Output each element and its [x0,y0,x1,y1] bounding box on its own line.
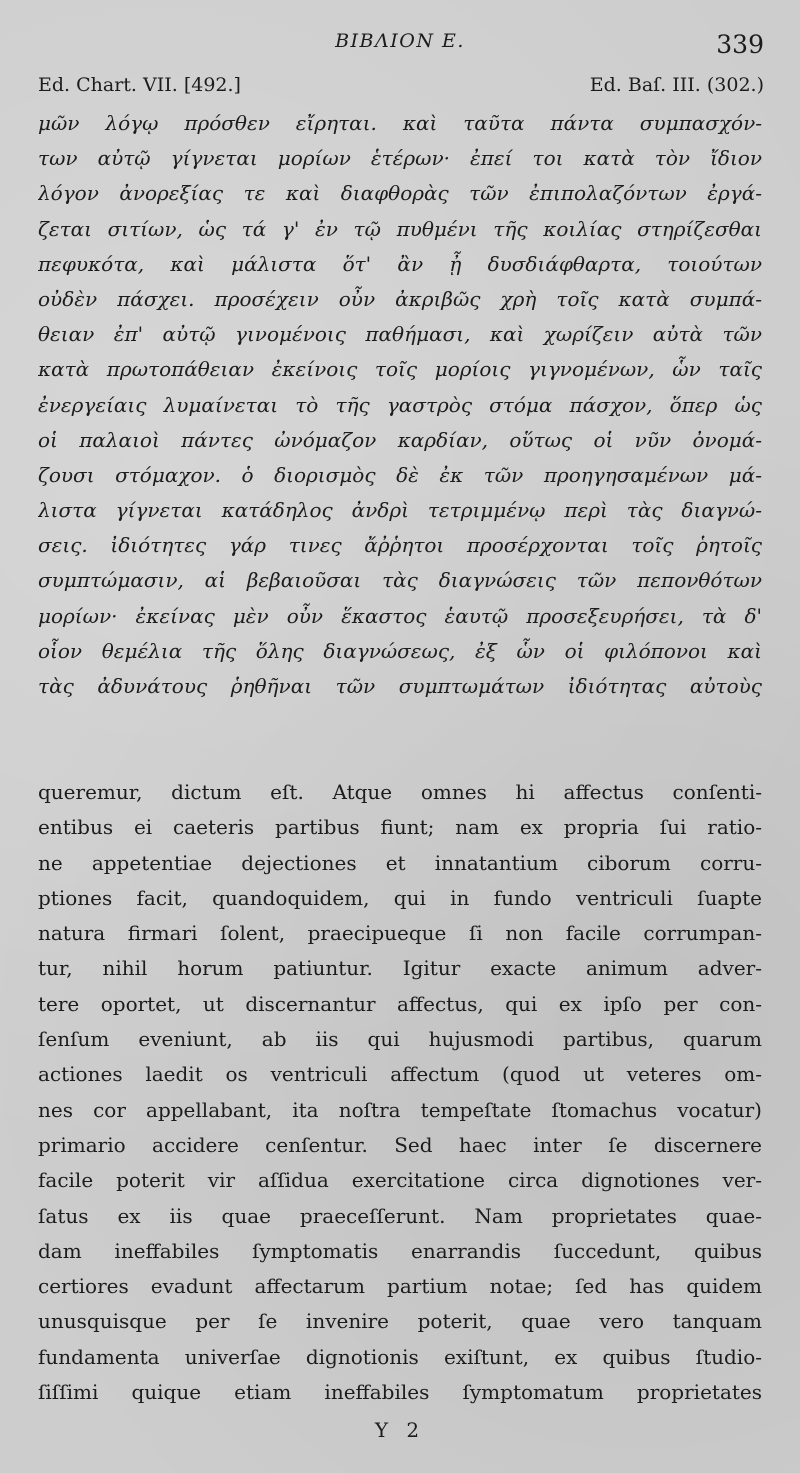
latin-line: dam ineffabiles ſymptomatis enarrandis ſuccedunt, quibus [38,1238,762,1263]
latin-line: ptiones facit, quandoquidem, qui in fundo ventriculi ſuapte [38,885,762,910]
edition-reference-line [38,74,764,96]
latin-line: ne appetentiae dejectiones et innatantium ciborum corru- [38,850,762,875]
latin-line: tur, nihil horum patiuntur. Igitur exacte animum adver- [38,956,762,981]
greek-line: οἷον θεμέλια τῆς ὅλης διαγνώσεως, ἐξ ὧν οἱ φιλόπονοι καὶ [38,638,762,663]
greek-line: πεφυκότα, καὶ μάλιστα ὅτ' ἂν ᾖ δυσδιάφθαρτα, τοιούτων [38,251,762,276]
latin-text-block [38,775,762,1410]
edition-right: Ed. Baſ. III. (302.) [589,74,764,96]
latin-line: unusquisque per ſe invenire poterit, quae vero tanquam [38,1309,762,1334]
latin-line: certiores evadunt affectarum partium notae; ſed has quidem [38,1274,762,1299]
greek-line: λόγον ἀνορεξίας τε καὶ διαφθορὰς τῶν ἐπιπολαζόντων ἐργά- [38,181,762,206]
greek-line: τὰς ἀδυνάτους ῥηθῆναι τῶν συμπτωμάτων ἰδιότητας αὐτοὺς [38,674,762,698]
greek-line: κατὰ πρωτοπάθειαν ἐκείνοις τοῖς μορίοις γιγνομένων, ὧν ταῖς [38,357,762,382]
latin-line: ſenſum eveniunt, ab iis qui hujusmodi partibus, quarum [38,1027,762,1052]
greek-text-block [38,106,762,704]
latin-line: entibus ei caeteris partibus fiunt; nam ex propria ſui ratio- [38,815,762,840]
greek-line: οὐδὲν πάσχει. προσέχειν οὖν ἀκριβῶς χρὴ τοῖς κατὰ συμπά- [38,286,762,311]
latin-line: queremur, dictum eſt. Atque omnes hi affectus conſenti- [38,780,762,804]
edition-left: Ed. Chart. VII. [492.] [38,74,241,96]
greek-line: θειαν ἐπ' αὐτῷ γινομένοις παθήμασι, καὶ χωρίζειν αὐτὰ τῶν [38,322,762,347]
greek-line: οἱ παλαιοὶ πάντες ὠνόμαζον καρδίαν, οὕτως οἱ νῦν ὀνομά- [38,427,762,452]
greek-line: μορίων· ἐκείνας μὲν οὖν ἕκαστος ἑαυτῷ προσεξευρήσει, τὰ δ' [38,603,762,628]
latin-line: fundamenta univerſae dignotionis exiſtunt, ex quibus ſtudio- [38,1344,762,1369]
latin-line: facile poterit vir aſſidua exercitatione circa dignotiones ver- [38,1168,762,1193]
greek-line: ἐνεργείαις λυμαίνεται τὸ τῆς γαστρὸς στόμα πάσχον, ὅπερ ὡς [38,392,762,417]
running-title: BIBΛΙΟΝ E. [335,30,465,52]
signature-mark: Y 2 [374,1418,426,1442]
greek-line: μῶν λόγῳ πρόσθεν εἴρηται. καὶ ταῦτα πάντα συμπασχόν- [38,111,762,135]
latin-line: primario accidere cenſentur. Sed haec inter ſe discernere [38,1132,762,1157]
page-number: 339 [716,30,764,59]
latin-line: actiones laedit os ventriculi affectum (quod ut veteres om- [38,1062,762,1087]
greek-line: σεις. ἰδιότητες γάρ τινες ἄῤῥητοι προσέρχονται τοῖς ῥητοῖς [38,533,762,558]
latin-line: nes cor appellabant, ita noſtra tempeſtate ſtomachus vocatur) [38,1097,762,1122]
greek-line: συμπτώμασιν, αἱ βεβαιοῦσαι τὰς διαγνώσεις τῶν πεπονθότων [38,568,762,593]
greek-line: των αὐτῷ γίγνεται μορίων ἑτέρων· ἐπεί τοι κατὰ τὸν ἴδιον [38,146,762,171]
latin-line: ſiſſimi quique etiam ineffabiles ſymptomatum proprietates [38,1380,762,1405]
latin-line: tere oportet, ut discernantur affectus, qui ex ipſo per con- [38,991,762,1016]
greek-line: ζουσι στόμαχον. ὁ διορισμὸς δὲ ἐκ τῶν προηγησαμένων μά- [38,462,762,487]
greek-line: ζεται σιτίων, ὡς τά γ' ἐν τῷ πυθμένι τῆς κοιλίας στηρίζεσθαι [38,216,762,241]
latin-line: natura firmari ſolent, praecipueque ſi non facile corrumpan- [38,921,762,946]
latin-line: ſatus ex iis quae praeceſſerunt. Nam proprietates quae- [38,1203,762,1228]
greek-line: λιστα γίγνεται κατάδηλος ἀνδρὶ τετριμμένῳ περὶ τὰς διαγνώ- [38,498,762,523]
